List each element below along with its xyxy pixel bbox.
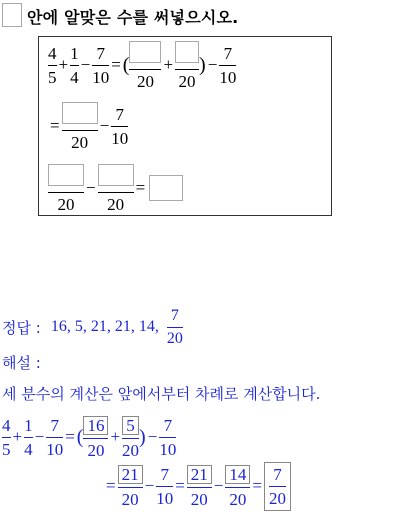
blank-input-2[interactable]	[175, 41, 199, 63]
explanation-text: 세 분수의 계산은 앞에서부터 차례로 계산합니다.	[2, 385, 321, 403]
problem-line-3: 20 − 20 =	[48, 163, 183, 213]
problem-line-2: = 20 − $\frac{7}{10}$	[48, 101, 128, 151]
blank-input-3[interactable]	[62, 102, 98, 124]
explanation-line-2: = $\frac{21}{20}$ − $\frac{7}{10}$ = $\frac{21}{20}$ − $\frac{14}{20}$ = $\frac{7}{20}$	[104, 460, 291, 512]
answer-values: 16, 5, 21, 21, 14,	[50, 318, 159, 335]
instruction-text: 안에 알맞은 수를 써넣으시오.	[27, 8, 239, 27]
explanation-label: 해설 :	[2, 354, 41, 372]
answer-box-icon	[2, 3, 22, 27]
blank-input-1[interactable]	[129, 41, 161, 63]
answer-label: 정답 :	[2, 318, 41, 337]
final-answer-box: $\frac{7}{20}$	[264, 462, 291, 511]
blank-input-4[interactable]	[48, 164, 84, 186]
blank-input-5[interactable]	[98, 164, 134, 186]
problem-line-1: $\frac{4}{5}$ + $\frac{1}{4}$ − $\frac{7}{10}$ = ( 20 + 20 ) − $\frac{7}{10}$	[48, 40, 236, 90]
answer-line: 정답 : 16, 5, 21, 21, 14, $\frac{7}{20}$	[2, 306, 183, 347]
explanation-line-1: $\frac{4}{5}$ + $\frac{1}{4}$ − $\frac{7}{10}$ = ( $\frac{16}{20}$ + $\frac{5}{20}$ ) − $\frac{7}{10}$	[2, 415, 177, 460]
blank-input-6[interactable]	[149, 175, 183, 201]
